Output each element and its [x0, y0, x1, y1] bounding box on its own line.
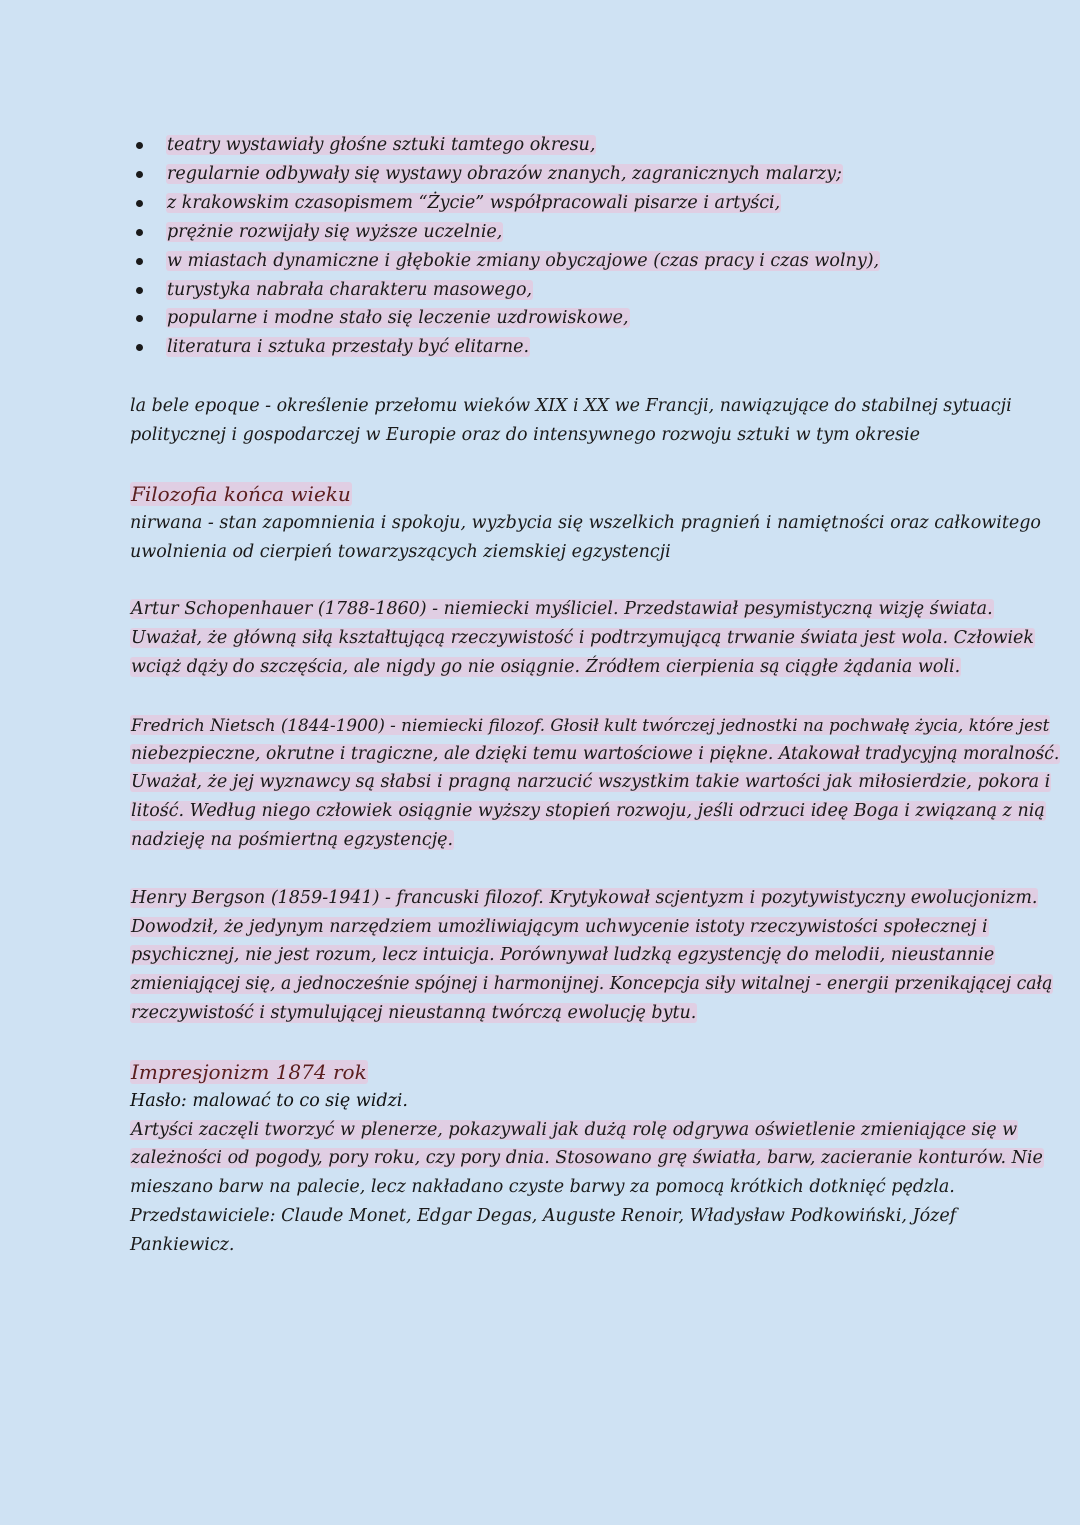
list-item: turystyka nabrała charakteru masowego,	[166, 276, 960, 305]
text-line: uwolnienia od cierpień towarzyszących ziemskiej egzystencji	[130, 541, 671, 562]
text-line: wciąż dąży do szczęścia, ale nigdy go nie osiągnie. Źródłem cierpienia są ciągłe żądania woli.	[131, 657, 961, 678]
text-line: Fredrich Nietsch (1844-1900) - niemiecki filozof. Głosił kult twórczej jednostki na pochwałę życia, które jest	[131, 714, 1050, 735]
bullet-icon	[136, 344, 143, 351]
motto-line: Hasło: malować to co się widzi.	[130, 1090, 408, 1111]
bullet-icon	[136, 315, 143, 322]
philosophy-section	[130, 480, 1060, 1028]
text-line: Uważał, że główną siłą kształtującą rzeczywistość i podtrzymującą trwanie świata jest wola. Człowiek	[131, 628, 1035, 649]
text-line: mieszano barw na palecie, lecz nakładano czyste barwy za pomocą krótkich dotknięć pędzla.	[130, 1177, 955, 1198]
text-line: la bele epoque - określenie przełomu wieków XIX i XX we Francji, nawiązujące do stabilnej sytuacji	[130, 396, 1012, 417]
text-line: zmieniającej się, a jednocześnie spójnej i harmonijnej. Koncepcja siły witalnej - energii przenikającej całą	[131, 974, 1053, 995]
text-line: Pankiewicz.	[130, 1234, 235, 1255]
list-item: w miastach dynamiczne i głębokie zmiany obyczajowe (czas pracy i czas wolny),	[166, 247, 960, 276]
nietzsche-paragraph	[130, 711, 1060, 855]
bullet-icon	[136, 258, 143, 265]
text-line: Uważał, że jej wyznawcy są słabsi i pragną narzucić wszystkim takie wartości jak miłosierdzie, pokora i	[131, 772, 1051, 793]
list-item: prężnie rozwijały się wyższe uczelnie,	[166, 218, 960, 247]
text-line: nirwana - stan zapomnienia i spokoju, wyzbycia się wszelkich pragnień i namiętności oraz całkowitego	[130, 512, 1041, 533]
impressionism-section	[130, 1058, 1043, 1260]
bergson-paragraph	[130, 884, 1053, 1028]
belle-epoque-definition	[130, 392, 1012, 450]
text-line: litość. Według niego człowiek osiągnie wyższy stopień rozwoju, jeśli odrzuci ideę Boga i związaną z nią	[131, 801, 1045, 822]
bullet-icon	[136, 142, 143, 149]
text-line: Henry Bergson (1859-1941) - francuski filozof. Krytykował scjentyzm i pozytywistyczny ewolucjonizm.	[131, 887, 1038, 908]
text-line: politycznej i gospodarczej w Europie oraz do intensywnego rozwoju sztuki w tym okresie	[130, 425, 920, 446]
section-heading: Impresjonizm 1874 rok	[131, 1059, 367, 1084]
list-item: regularnie odbywały się wystawy obrazów znanych, zagranicznych malarzy;	[166, 160, 960, 189]
text-line: Przedstawiciele: Claude Monet, Edgar Degas, Auguste Renoir, Władysław Podkowiński, Józef	[130, 1205, 957, 1226]
list-item: popularne i modne stało się leczenie uzdrowiskowe,	[166, 304, 960, 333]
schopenhauer-paragraph	[130, 595, 1035, 681]
text-line: psychicznej, nie jest rozum, lecz intuicja. Porównywał ludzką egzystencję do melodii, nieustannie	[131, 945, 995, 966]
text-line: Artyści zaczęli tworzyć w plenerze, pokazywali jak dużą rolę odgrywa oświetlenie zmieniające się w	[131, 1119, 1018, 1140]
text-line: rzeczywistość i stymulującej nieustanną twórczą ewolucję bytu.	[131, 1003, 697, 1023]
text-line: zależności od pogody, pory roku, czy pory dnia. Stosowano grę światła, barw, zacieranie konturów. Nie	[131, 1148, 1043, 1169]
text-line: niebezpieczne, okrutne i tragiczne, ale dzięki temu wartościowe i piękne. Atakował tradycyjną moralność.	[131, 743, 1060, 764]
bullet-icon	[136, 229, 143, 236]
section-heading: Filozofia końca wieku	[131, 481, 351, 506]
bullet-icon	[136, 200, 143, 207]
text-line: Dowodził, że jedynym narzędziem umożliwiającym uchwycenie istoty rzeczywistości społecznej i	[131, 916, 988, 937]
bullet-icon	[136, 287, 143, 294]
bullet-list	[130, 131, 960, 362]
text-line: nadzieję na pośmiertną egzystencję.	[131, 830, 454, 851]
text-line: Artur Schopenhauer (1788-1860) - niemiecki myśliciel. Przedstawiał pesymistyczną wizję świata.	[131, 599, 993, 620]
bullet-icon	[136, 171, 143, 178]
list-item: literatura i sztuka przestały być elitarne.	[166, 333, 960, 362]
list-item: teatry wystawiały głośne sztuki tamtego okresu,	[166, 131, 960, 160]
notes-content	[130, 131, 1060, 1260]
list-item: z krakowskim czasopismem “Życie” współpracowali pisarze i artyści,	[166, 189, 960, 218]
